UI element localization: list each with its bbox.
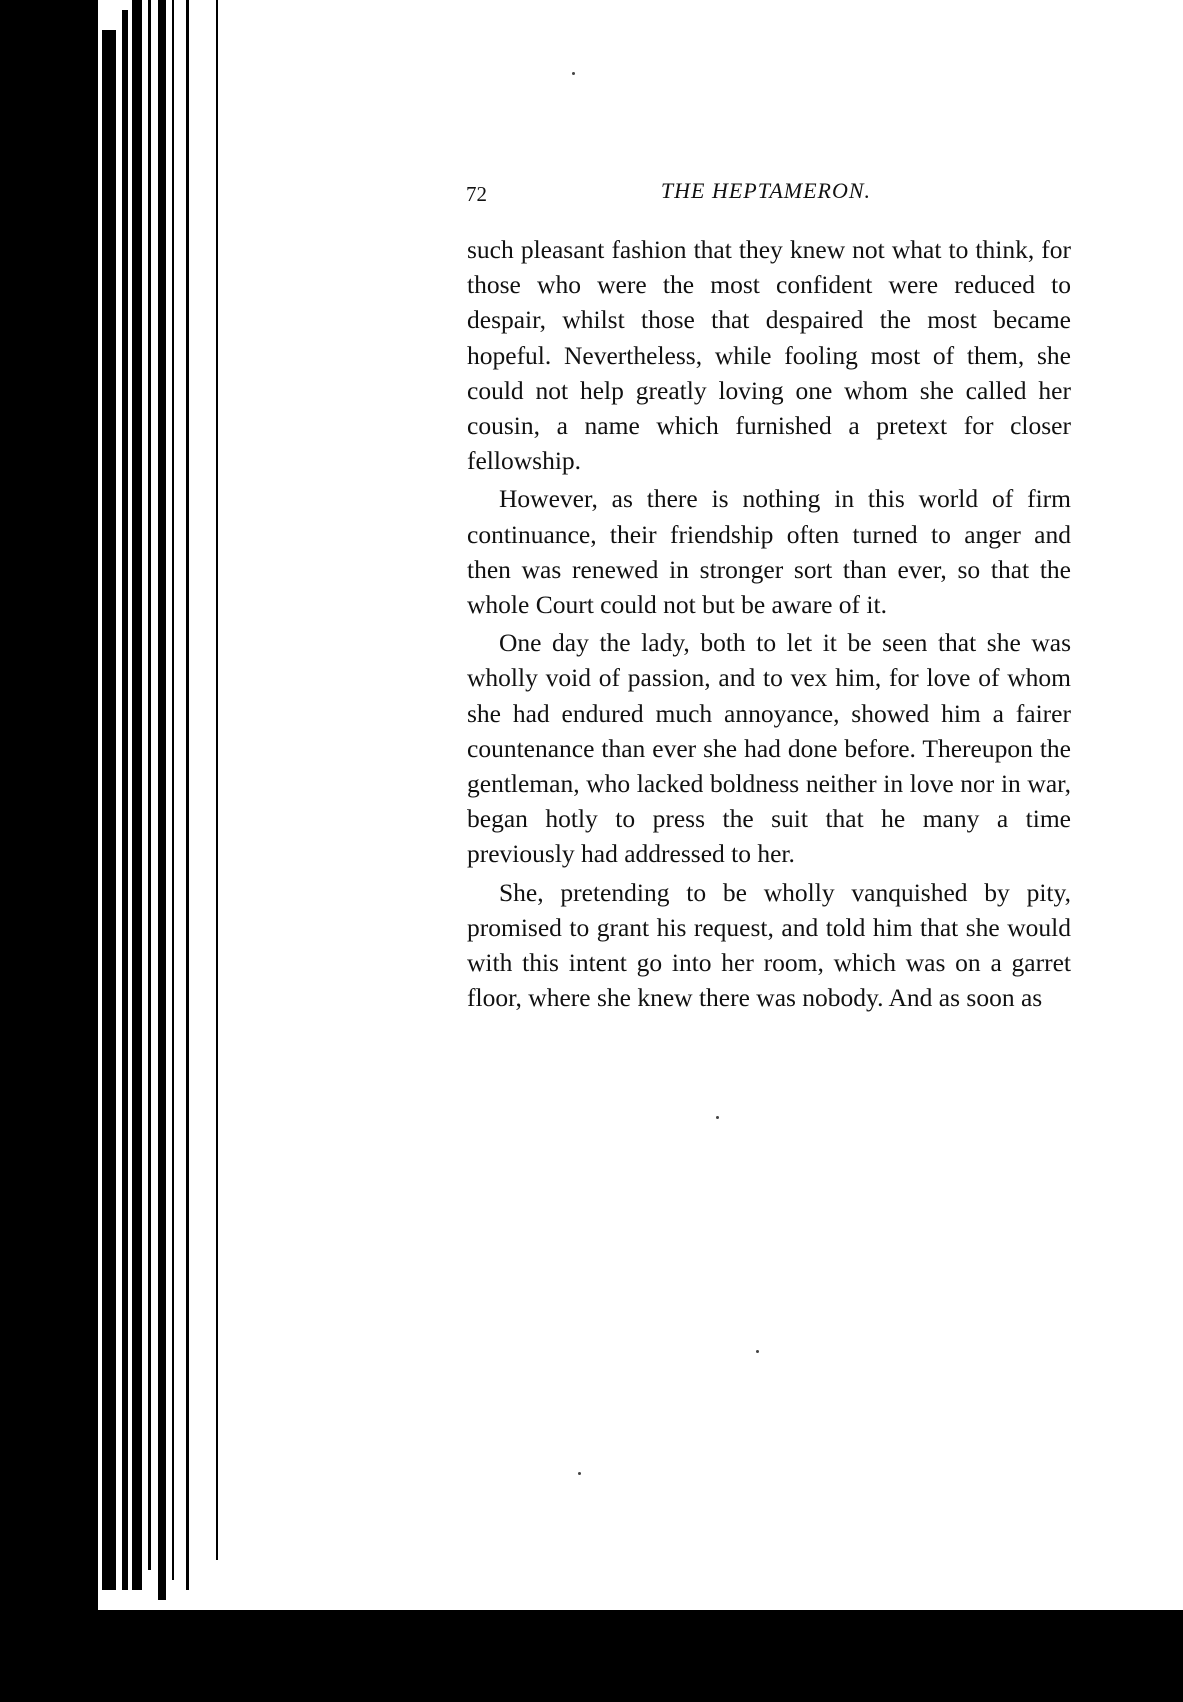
paragraph: However, as there is nothing in this world of firm continuance, their friendship often turned to anger and then was renewed in stronger sort than ever, so that the whole Court could not but be aware of it. (467, 484, 1071, 620)
paper-speck (572, 72, 575, 75)
page-header (466, 178, 1066, 218)
paper-speck (578, 1472, 581, 1475)
paragraph: She, pretending to be wholly vanquished by pity, promised to grant his request, and told him that she would with this intent go into her room, which was on a garret floor, where she knew there was nobody. And as soon as (467, 877, 1071, 1013)
binding-gutter (40, 0, 240, 1612)
paper-speck (716, 1116, 719, 1119)
running-title: THE HEPTAMERON. (660, 178, 872, 203)
paragraph: One day the lady, both to let it be seen that she was wholly void of passion, and to vex him, for love of whom she had endured much annoyance, showed him a fairer countenance than ever she had done before. Thereupon the gentleman, who lacked boldness neither in love nor in war, began hotly to press the suit that he many a time previously had addressed to her. (467, 628, 1071, 869)
scan-border (0, 1610, 1183, 1702)
body-text (467, 232, 1071, 1018)
paper-speck (756, 1350, 759, 1353)
page-number: 72 (466, 182, 487, 206)
paragraph: such pleasant fashion that they knew not what to think, for those who were the most confident were reduced to despair, whilst those that despaired the most became hopeful. Nevertheless, while fooling most of them, she could not help greatly loving one whom she called her cousin, a name which furnished a pretext for closer fellowship. (467, 235, 1071, 476)
